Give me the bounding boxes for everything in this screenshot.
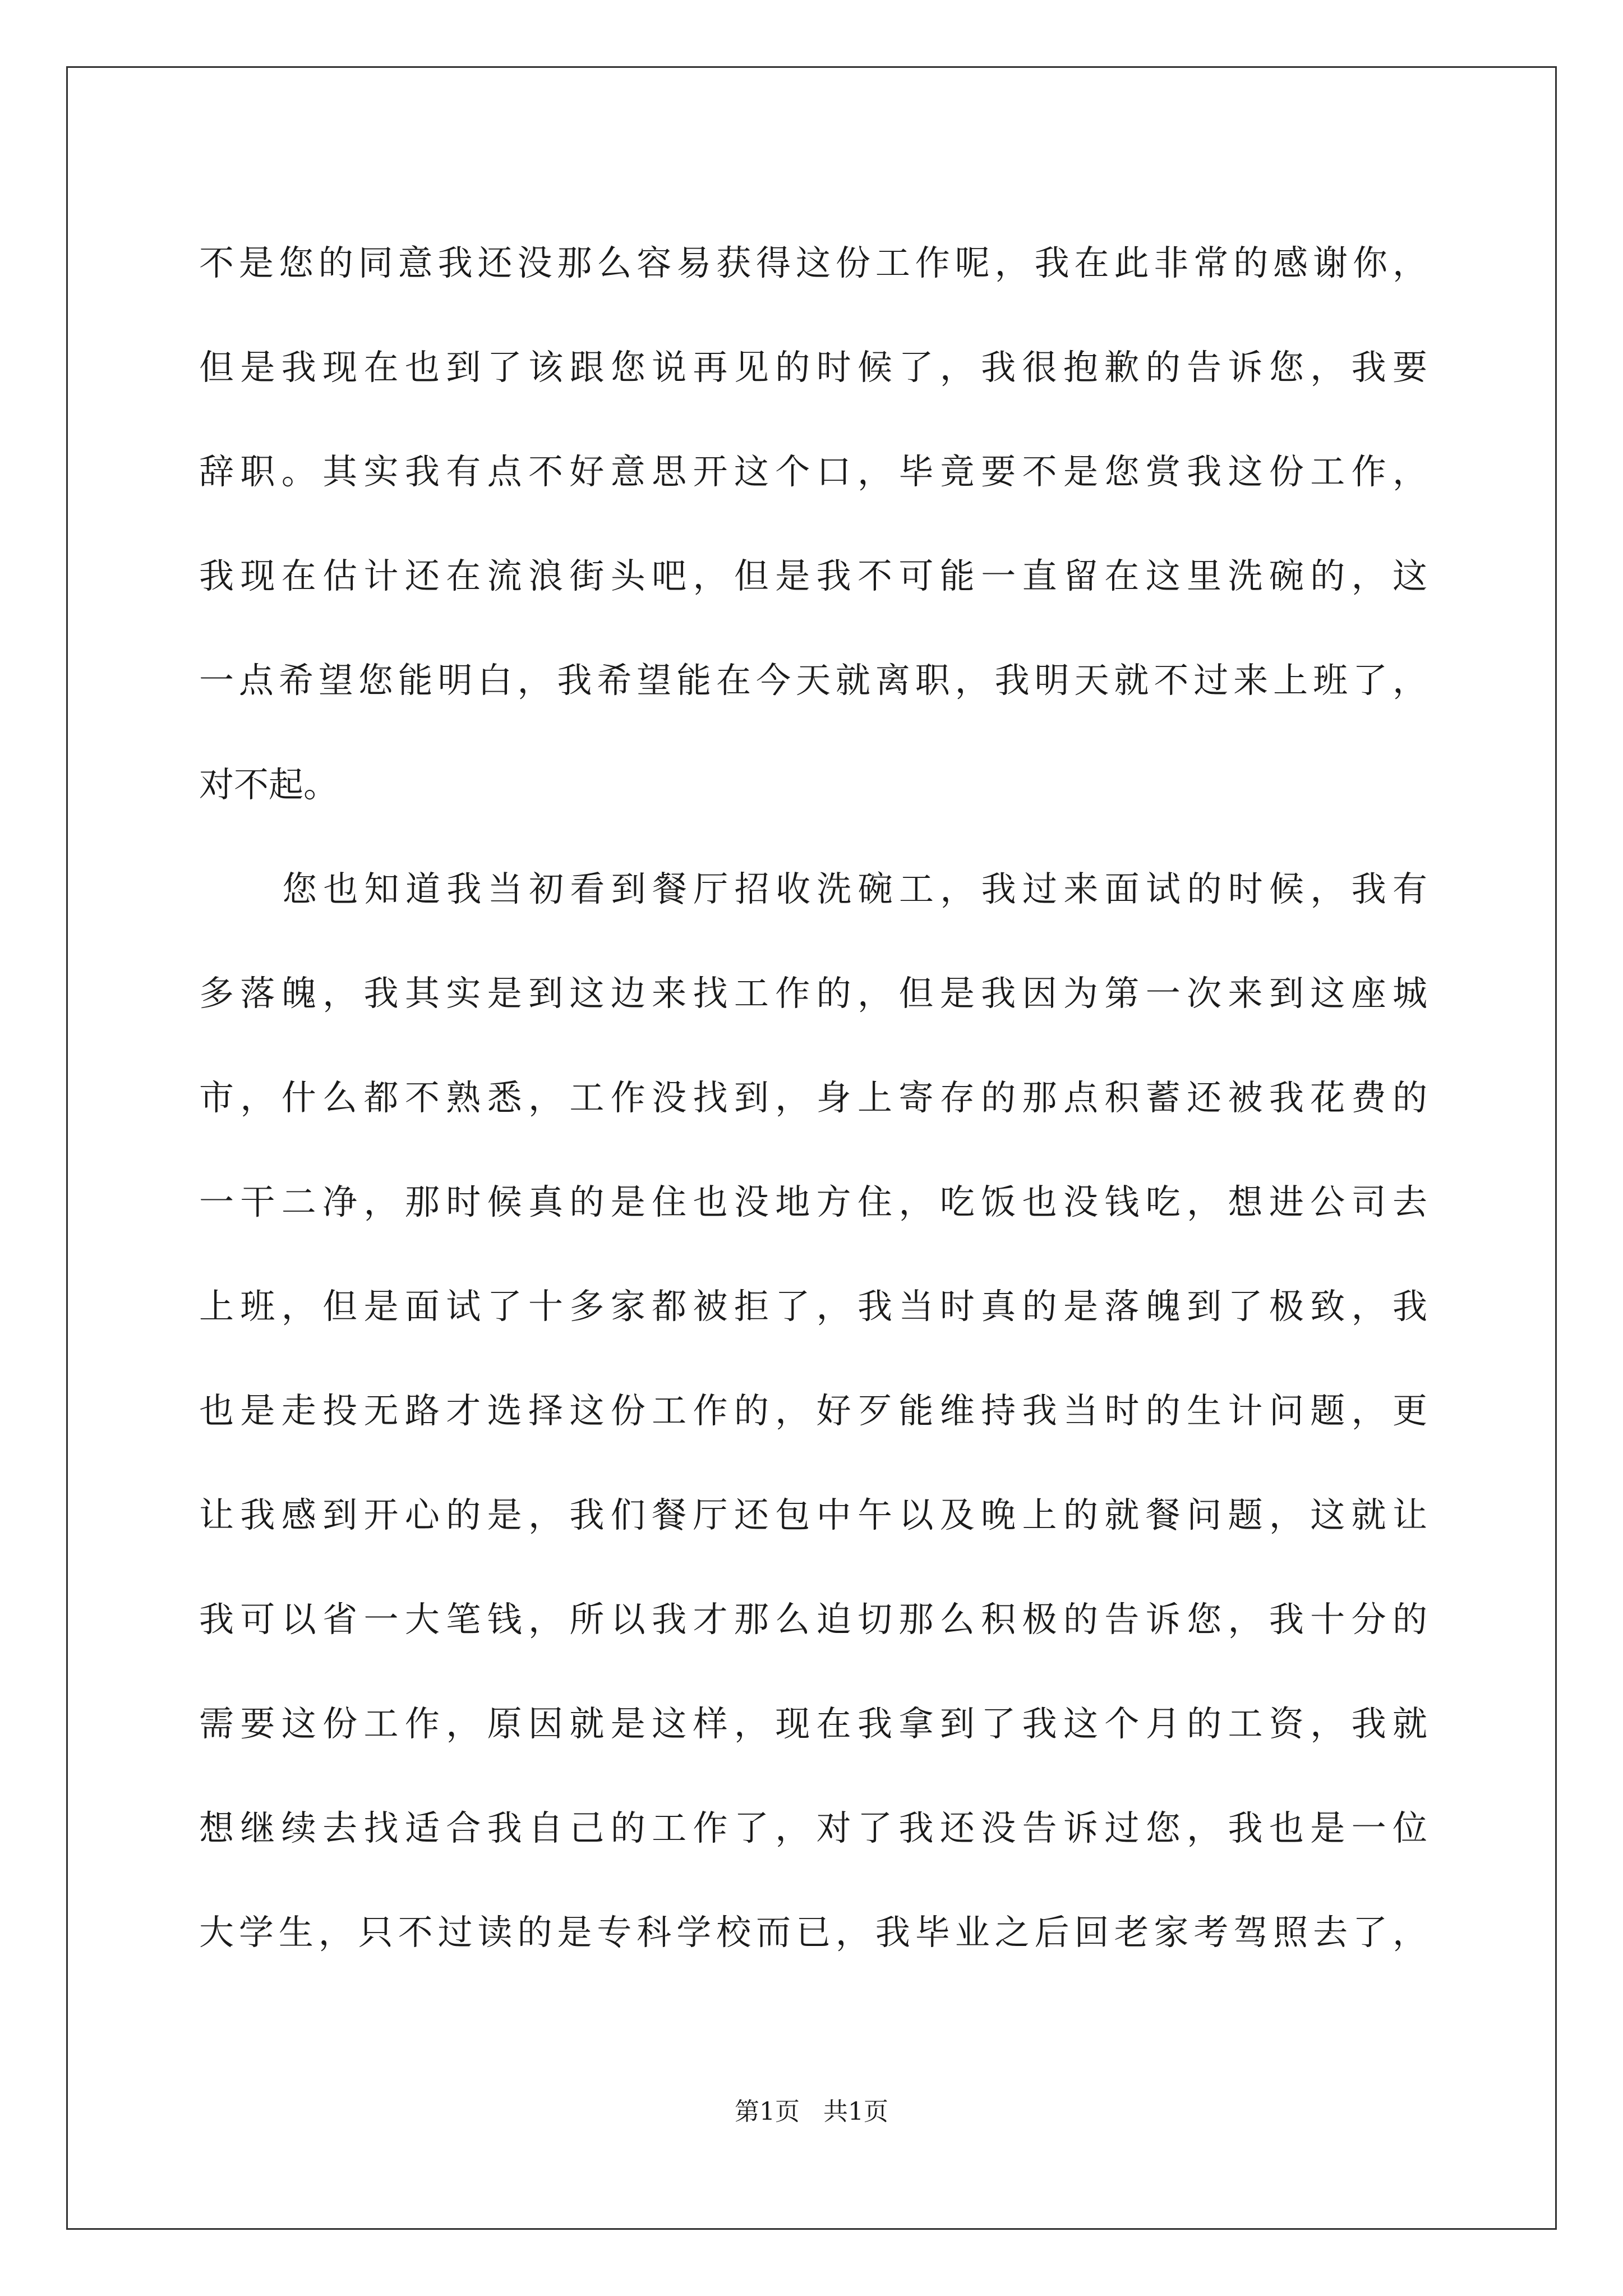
text-line: 但是我现在也到了该跟您说再见的时候了，我很抱歉的告诉您，我要 xyxy=(199,347,1427,388)
text-line: 我现在估计还在流浪街头吧，但是我不可能一直留在这里洗碗的，这 xyxy=(199,555,1427,596)
text-line: 也是走投无路才选择这份工作的，好歹能维持我当时的生计问题，更 xyxy=(199,1390,1427,1431)
text-line: 不是您的同意我还没那么容易获得这份工作呢，我在此非常的感谢你， xyxy=(199,242,1427,283)
text-line: 想继续去找适合我自己的工作了，对了我还没告诉过您，我也是一位 xyxy=(199,1807,1427,1848)
page-footer: 第1页 共1页 xyxy=(735,2097,888,2126)
text-line: 对不起。 xyxy=(199,764,339,805)
document-body xyxy=(199,211,1427,1985)
text-line: 一干二净，那时候真的是住也没地方住，吃饭也没钱吃，想进公司去 xyxy=(199,1181,1427,1222)
text-line: 大学生，只不过读的是专科学校而已，我毕业之后回老家考驾照去了， xyxy=(199,1912,1427,1953)
text-line: 辞职。其实我有点不好意思开这个口，毕竟要不是您赏我这份工作， xyxy=(199,451,1427,492)
text-line: 上班，但是面试了十多家都被拒了，我当时真的是落魄到了极致，我 xyxy=(199,1286,1427,1327)
text-line: 一点希望您能明白，我希望能在今天就离职，我明天就不过来上班了， xyxy=(199,660,1427,701)
text-line: 我可以省一大笔钱，所以我才那么迫切那么积极的告诉您，我十分的 xyxy=(199,1599,1427,1640)
text-line: 市，什么都不熟悉，工作没找到，身上寄存的那点积蓄还被我花费的 xyxy=(199,1077,1427,1118)
text-line: 让我感到开心的是，我们餐厅还包中午以及晚上的就餐问题，这就让 xyxy=(199,1494,1427,1535)
text-line: 多落魄，我其实是到这边来找工作的，但是我因为第一次来到这座城 xyxy=(199,973,1427,1014)
text-line: 需要这份工作，原因就是这样，现在我拿到了我这个月的工资，我就 xyxy=(199,1703,1427,1744)
text-line: 您也知道我当初看到餐厅招收洗碗工，我过来面试的时候，我有 xyxy=(282,868,1427,909)
